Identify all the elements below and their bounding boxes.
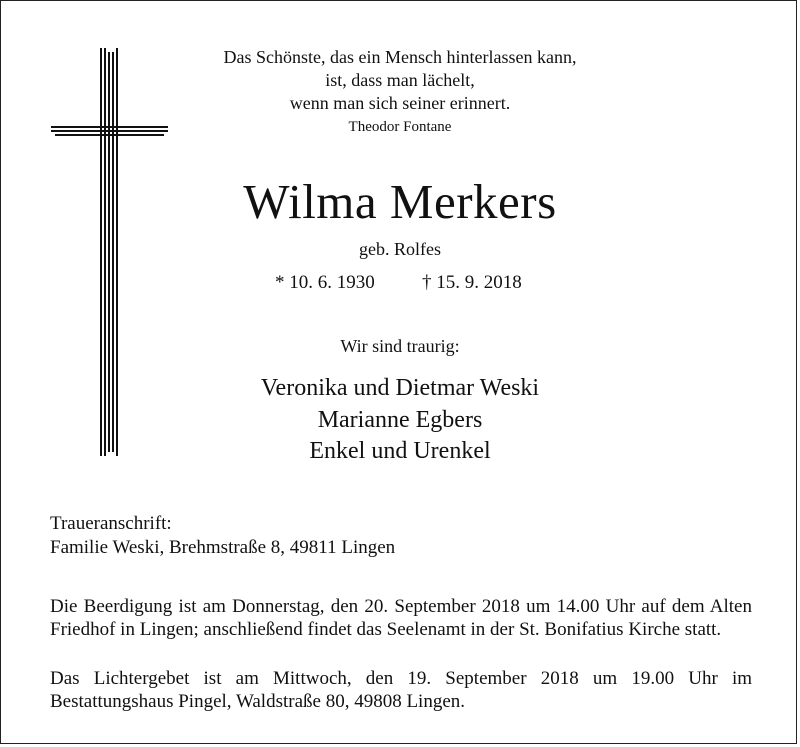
address-value: Familie Weski, Brehmstraße 8, 49811 Lingen bbox=[50, 537, 396, 558]
mourner-name: Enkel und Urenkel bbox=[309, 438, 491, 464]
mourner-name: Veronika und Dietmar Weski bbox=[260, 375, 540, 401]
prayer-notice: Das Lichtergebet ist am Mittwoch, den 19. September 2018 um 19.00 Uhr im Bestattungshaus Pingel, Waldstraße 80, 49808 Lingen. bbox=[50, 668, 752, 712]
address-label: Traueranschrift: bbox=[50, 513, 172, 534]
deceased-name: Wilma Merkers bbox=[243, 174, 557, 229]
mourning-line: Wir sind traurig: bbox=[340, 336, 460, 356]
quote-line: wenn man sich seiner erinnert. bbox=[289, 93, 511, 113]
quote-author: Theodor Fontane bbox=[348, 119, 452, 135]
quote-line: Das Schönste, das ein Mensch hinterlassen kann, bbox=[223, 47, 577, 67]
birth-name: geb. Rolfes bbox=[359, 239, 441, 259]
mourner-name: Marianne Egbers bbox=[317, 407, 483, 433]
birth-date: * 10. 6. 1930 bbox=[275, 272, 375, 293]
death-date: † 15. 9. 2018 bbox=[422, 272, 522, 293]
funeral-notice: Die Beerdigung ist am Donnerstag, den 20. September 2018 um 14.00 Uhr auf dem Alten Friedhof in Lingen; anschließend findet das Seelenamt in der St. Bonifatius Kirche statt. bbox=[50, 596, 752, 640]
quote-line: ist, dass man lächelt, bbox=[325, 70, 475, 90]
